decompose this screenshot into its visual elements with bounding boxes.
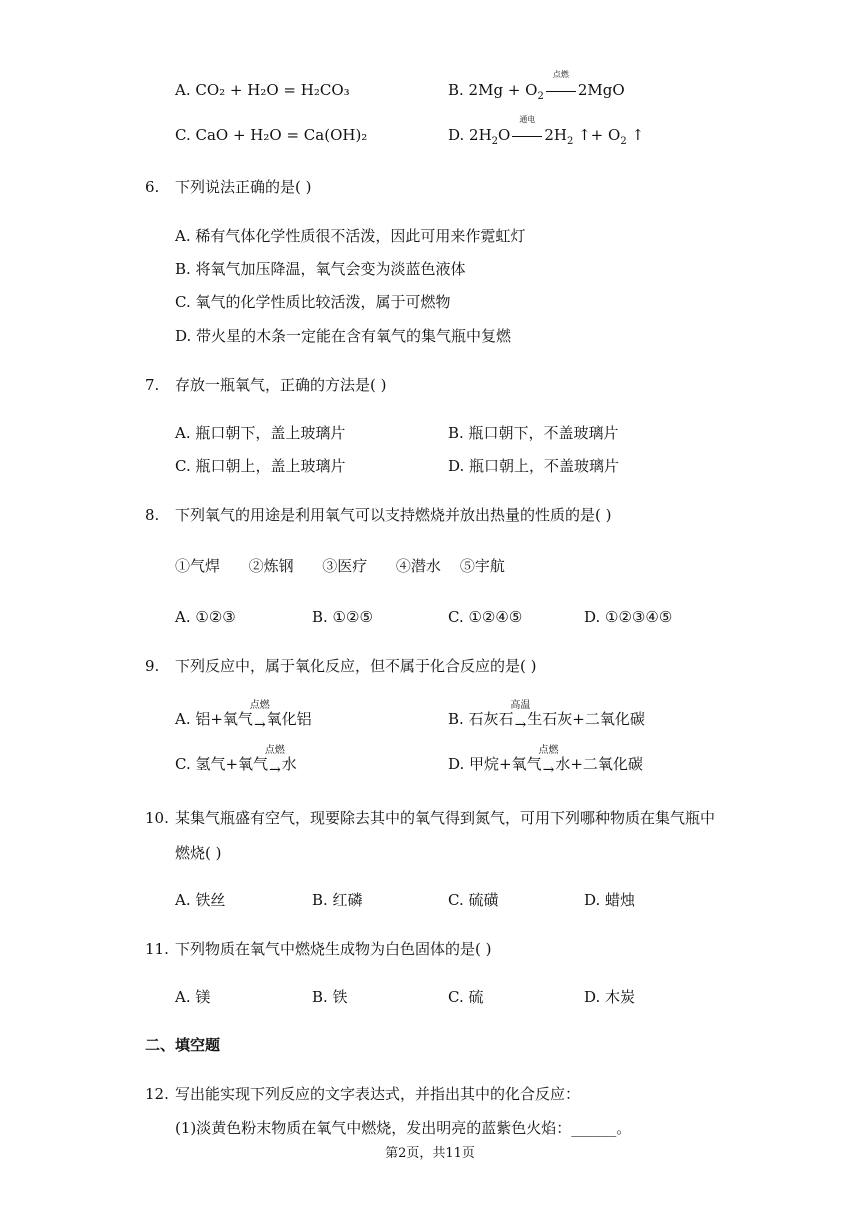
section-heading: 二、填空题 [145,1036,221,1054]
q11-option-d: D. 木炭 [584,988,636,1006]
q7-option-c: C. 瓶口朝上，盖上玻璃片 [175,457,346,475]
reaction-condition: 点燃 [538,745,559,756]
q8-option-b: B. ①②⑤ [312,608,373,626]
question-text: 下列氧气的用途是利用氧气可以支持燃烧并放出热量的性质的是( ) [175,506,612,524]
q9-option-a: A. 铝+氧气 点燃 →氧化铝 [175,700,312,733]
reaction-condition: 点燃 [264,745,285,756]
question-text: 下列反应中，属于氧化反应，但不属于化合反应的是( ) [175,657,537,675]
question-number: 8. [145,506,160,524]
q12-subquestion-1: (1)淡黄色粉末物质在氧气中燃烧，发出明亮的蓝紫色火焰：______。 [175,1119,632,1137]
q5-option-c: C. CaO + H₂O = Ca(OH)₂ [175,126,368,144]
question-number: 10. [145,809,169,827]
arrow-icon: → [253,717,266,733]
question-number: 12. [145,1085,169,1103]
q8-option-c: C. ①②④⑤ [448,608,523,626]
page-footer: 第2页，共11页 [385,1146,475,1161]
question-number: 9. [145,657,160,675]
question-text-continued: 燃烧( ) [175,844,222,862]
q6-option-c: C. 氧气的化学性质比较活泼，属于可燃物 [175,293,451,311]
q9-option-c: C. 氢气+氧气 点燃 →水 [175,745,297,778]
question-text: 下列物质在氧气中燃烧生成物为白色固体的是( ) [175,940,492,958]
q8-items: ①气焊 ②炼钢 ③医疗 ④潜水 ⑤宇航 [175,557,505,575]
q7-option-a: A. 瓶口朝下，盖上玻璃片 [175,424,346,442]
q5-option-b: B. $2Mg + O_2$ 点燃 2MgO [448,70,625,102]
arrow-icon: → [542,762,555,778]
q7-option-b: B. 瓶口朝下，不盖玻璃片 [448,424,619,442]
q11-option-b: B. 铁 [312,988,348,1006]
q6-option-d: D. 带火星的木条一定能在含有氧气的集气瓶中复燃 [175,327,512,345]
q11-option-c: C. 硫 [448,988,484,1006]
q10-option-d: D. 蜡烛 [584,891,636,909]
q10-option-a: A. 铁丝 [175,891,226,909]
q11-option-a: A. 镁 [175,988,211,1006]
reaction-condition: 高温 [510,700,531,711]
arrow-icon: → [269,762,281,778]
question-text: 下列说法正确的是( ) [175,178,312,196]
question-text: 写出能实现下列反应的文字表达式，并指出其中的化合反应： [175,1085,581,1103]
q8-option-d: D. ①②③④⑤ [584,608,673,626]
question-number: 6. [145,178,160,196]
q5-option-a: A. CO₂ + H₂O = H₂CO₃ [175,81,350,99]
q8-option-a: A. ①②③ [175,608,236,626]
q6-option-b: B. 将氧气加压降温，氧气会变为淡蓝色液体 [175,260,466,278]
reaction-condition: 点燃 [552,70,569,79]
q9-option-d: D. 甲烷+氧气 点燃 →水+二氧化碳 [448,745,643,778]
q10-option-b: B. 红磷 [312,891,363,909]
q5-option-d: D. $2H_2O$ 通电 $2H_2$ ↑+ $O_2$ ↑ [448,115,645,147]
q7-option-d: D. 瓶口朝上，不盖玻璃片 [448,457,620,475]
reaction-condition: 点燃 [249,700,270,711]
question-number: 7. [145,376,160,394]
reaction-condition: 通电 [519,115,536,124]
question-number: 11. [145,940,169,958]
question-text: 存放一瓶氧气，正确的方法是( ) [175,376,387,394]
question-text: 某集气瓶盛有空气，现要除去其中的氧气得到氮气，可用下列哪种物质在集气瓶中 [175,809,716,827]
q10-option-c: C. 硫磺 [448,891,499,909]
arrow-icon: → [514,717,527,733]
q9-option-b: B. 石灰石 高温 →生石灰+二氧化碳 [448,700,645,733]
q6-option-a: A. 稀有气体化学性质很不活泼，因此可用来作霓虹灯 [175,227,526,245]
